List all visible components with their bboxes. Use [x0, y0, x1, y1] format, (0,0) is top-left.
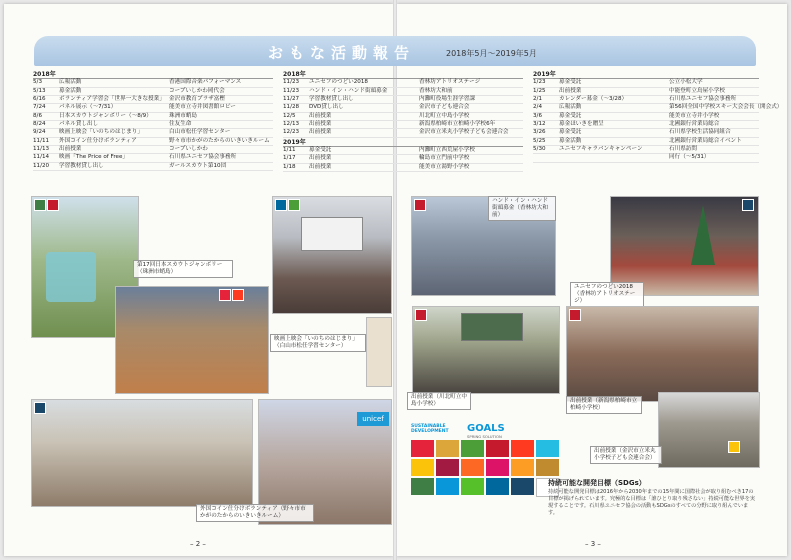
activity-date: [533, 154, 559, 161]
sdgs-box-text: 持続可能な開発目標は2016年から2030年までの15年間に国際社会が取り組むべき17の目標が掲げられています。究極的な目標は「誰ひとり取り残さない」持続可能な世界を実現することです。石川県ユニセフ協会の活動もSDGsのすべての分野に取り組んでいます。: [548, 489, 756, 516]
sdg-goal-4-icon: [486, 440, 509, 457]
activity-date: 11/20: [33, 162, 50, 169]
activity-date: 2/4: [533, 104, 543, 111]
caption-movie: 映画上映会「いのちのはじまり」（白山市松任学習センター）: [270, 334, 366, 352]
activity-place: 能美市立寺井小学校: [669, 112, 720, 119]
photo-tsudoi: [610, 196, 759, 296]
sdg-17-icon: [742, 199, 754, 211]
activity-place: コープいしかわ岡代会: [169, 87, 225, 94]
caption-jamboree: 第17回日本スカウトジャンボリー（珠洲市蛸島）: [133, 260, 233, 278]
activity-place: 能美市立寺井図書館ロビー: [169, 104, 236, 111]
activity-row: [283, 79, 523, 87]
sdgs-logo-goals: GOALS: [467, 423, 505, 434]
activity-row: [33, 104, 273, 112]
activity-date: 12/5: [283, 112, 296, 119]
activity-place: 金沢市子ども連合会: [419, 104, 470, 111]
activity-place: 香林坊アトリオステージ: [419, 79, 481, 86]
activity-event: 出前授業: [309, 155, 332, 162]
sdg-goal-17-icon: [511, 478, 534, 495]
activity-date: 8/6: [33, 112, 43, 119]
activity-place: 北國銀行営業局総合イベント: [669, 137, 742, 144]
activity-row: [33, 138, 273, 146]
activity-date: 1/11: [283, 147, 296, 154]
photo-lesson-nakajima: [412, 306, 560, 394]
activity-date: 1/18: [283, 163, 296, 170]
activity-place: ガールスカウト第10団: [169, 162, 227, 169]
activity-event: 外国コイン仕分けボランティア: [59, 137, 137, 144]
activity-event: 募金ほいきを贈呈: [559, 121, 604, 128]
caption-lesson1: 出前授業（川北町立中島小学校）: [407, 392, 471, 410]
activity-event: 出前授業: [309, 129, 332, 136]
activity-place: 野々市市かがのたからのいきいきルーム: [169, 137, 270, 144]
activity-place: コープいしかわ: [169, 146, 208, 153]
sdg-1-icon: [219, 289, 231, 301]
activity-date: 1/17: [283, 155, 296, 162]
sdg-goal-16-icon: [486, 478, 509, 495]
activity-row: [533, 113, 759, 121]
year-label: 2018年: [283, 71, 523, 79]
activity-event: [559, 154, 669, 161]
activity-place: 第56回全国中学校スキー大会会長（開会式）: [669, 104, 783, 111]
activity-event: 出前授業: [559, 87, 582, 94]
activity-event: ユニセフのつどい2018: [309, 79, 368, 86]
sdg-4-icon: [47, 199, 59, 211]
activity-date: 9/24: [33, 129, 46, 136]
activity-row: [533, 79, 759, 87]
activity-date: 11/14: [33, 154, 50, 161]
photo-movie-poster: [366, 317, 392, 387]
year-label: 2019年: [533, 71, 759, 79]
sdgs-logo-sub: SPRING SOLUTION: [467, 434, 502, 439]
activity-event: 募金受託: [309, 147, 332, 154]
sdg-goal-5-icon: [511, 440, 534, 457]
activity-event: パネル展示（〜7/31）: [59, 104, 117, 111]
sdg-goal-12-icon: [536, 459, 559, 476]
activity-row: [533, 104, 783, 112]
activity-row: [33, 154, 273, 162]
activity-row: [533, 154, 759, 162]
activity-row: [283, 113, 523, 121]
activity-place: 新潟県柏崎市立柏崎小学校6年: [419, 121, 496, 128]
activity-event: カレンダー募金（〜3/28）: [559, 96, 628, 103]
photo-movie-hall: [272, 196, 392, 314]
activity-column-1: [33, 70, 273, 171]
sdgs-box-title: 持続可能な開発目標（SDGs）: [548, 479, 646, 487]
activity-event: 広報活動: [559, 104, 582, 111]
sdgs-logo-line1: SUSTAINABLE: [411, 424, 446, 429]
activity-date: 1/25: [533, 87, 546, 94]
activity-date: 11/27: [283, 96, 300, 103]
activity-date: 12/13: [283, 121, 300, 128]
sdg-3-icon: [288, 199, 300, 211]
activity-place: 香港国際音楽パフォーマンス: [169, 79, 242, 86]
sdg-goal-2-icon: [436, 440, 459, 457]
activity-event: ハンド・イン・ハンド街頭募金: [309, 87, 388, 94]
sdg-goal-6-icon: [536, 440, 559, 457]
sdgs-logo: [411, 424, 531, 438]
activity-place: 石川県ユニセフ協会事務所: [669, 96, 737, 103]
activity-event: 学習教材貸し出し: [59, 162, 104, 169]
activity-date: 2/1: [533, 96, 543, 103]
activity-row: [33, 79, 273, 87]
activity-event: 出前授業: [309, 121, 332, 128]
sdg-5-icon: [232, 289, 244, 301]
activity-date: 8/24: [33, 121, 46, 128]
activity-place: 石川県学校生活協同組合: [669, 129, 731, 136]
activity-row: [283, 155, 523, 163]
activity-row: [533, 146, 759, 154]
activity-date: 11/11: [33, 137, 50, 144]
activity-date: 1/23: [533, 79, 546, 86]
sdg-goal-15-icon: [461, 478, 484, 495]
sdg-goal-7-icon: [411, 459, 434, 476]
sdg-13-icon: [34, 199, 46, 211]
sdg-goal-8-icon: [436, 459, 459, 476]
caption-coin: 外国コイン仕分けボランティア（野々市市かがのたからのいきいきルーム）: [196, 504, 314, 522]
activity-place: 香林坊大和前: [419, 87, 453, 94]
activity-place: 公立小松大学: [669, 79, 703, 86]
activity-row: [283, 129, 523, 137]
activity-date: 3/12: [533, 121, 546, 128]
activity-event: 映画「The Price of Free」: [59, 154, 129, 161]
sdg-17-icon: [34, 402, 46, 414]
sdg-4-icon: [415, 309, 427, 321]
activity-place: 内灘町役場生涯学習課: [419, 96, 475, 103]
sdg-goal-9-icon: [461, 459, 484, 476]
activity-column-2: [283, 70, 523, 172]
activity-place: 同行（〜5/31）: [669, 154, 710, 161]
activity-event: パネル貸し出し: [59, 121, 99, 128]
sdg-16-icon: [275, 199, 287, 211]
sdg-7-icon: [728, 441, 740, 453]
activity-event: 出前授業: [59, 146, 82, 153]
activity-event: DVD貸し出し: [309, 104, 344, 111]
caption-tsudoi: ユニセフのつどい2018（香林坊アトリオステージ）: [570, 282, 644, 307]
activity-place: 金沢市教育プラザ富樫: [169, 96, 225, 103]
activity-row: [283, 88, 523, 96]
sdg-goal-grid: [411, 440, 559, 497]
activity-event: 映画上映会「いのちのはじまり」: [59, 129, 143, 136]
caption-lesson3: 出前授業（金沢市立米丸小学校子ども会連合会）: [590, 446, 662, 464]
page-number-left: – 2 –: [190, 540, 206, 548]
activity-date: 5/25: [533, 137, 546, 144]
activity-row: [283, 164, 523, 172]
activity-place: 川北町立中島小学校: [419, 112, 470, 119]
photo-coin-group: [31, 399, 253, 507]
activity-date: 11/13: [33, 146, 50, 153]
sdg-goal-14-icon: [436, 478, 459, 495]
page-number-right: – 3 –: [585, 540, 601, 548]
activity-event: 学習教材貸し出し: [309, 96, 354, 103]
sdgs-logo-line2: DEVELOPMENT: [411, 429, 449, 434]
activity-event: 広報活動: [59, 79, 82, 86]
activity-place: 白山市松任学習センター: [169, 129, 231, 136]
photo-lesson-yonemaru: [658, 392, 760, 468]
activity-date: 5/13: [33, 87, 46, 94]
activity-date: 11/23: [283, 87, 300, 94]
sdg-goal-3-icon: [461, 440, 484, 457]
page-title: おもな活動報告: [268, 44, 416, 62]
sdg-4-icon: [414, 199, 426, 211]
activity-event: 募金活動: [559, 137, 582, 144]
activity-event: 出前授業: [309, 163, 332, 170]
activity-date: 11/23: [283, 79, 300, 86]
sdg-goal-11-icon: [511, 459, 534, 476]
activity-row: [533, 138, 759, 146]
activity-row: [533, 88, 759, 96]
sdg-goal-1-icon: [411, 440, 434, 457]
activity-date: 11/28: [283, 104, 300, 111]
activity-place: 石川県訪問: [669, 146, 697, 153]
activity-event: 日本スカウトジャンボリー（〜8/9）: [59, 112, 152, 119]
activity-row: [283, 104, 523, 112]
activity-event: 募金活動: [59, 87, 82, 94]
activity-date: 3/6: [533, 112, 543, 119]
activity-place: 内灘町立西荒屋小学校: [419, 147, 475, 154]
activity-row: [33, 88, 273, 96]
activity-row: [533, 129, 759, 137]
caption-hand: ハンド・イン・ハンド街頭募金（香林坊大和前）: [488, 196, 556, 221]
activity-place: 石川県ユニセフ協会事務所: [169, 154, 237, 161]
year-label: 2018年: [33, 71, 273, 79]
activity-date: 5/3: [33, 79, 43, 86]
sdg-4-icon: [569, 309, 581, 321]
activity-place: 珠洲市蛸島: [169, 112, 197, 119]
year-label: 2019年: [283, 139, 523, 147]
activity-date: 12/23: [283, 129, 300, 136]
activity-date: 5/30: [533, 146, 546, 153]
activity-event: 出前授業: [309, 112, 332, 119]
activity-event: 募金受託: [559, 129, 582, 136]
sdg-goal-13-icon: [411, 478, 434, 495]
activity-date: 7/24: [33, 104, 46, 111]
page-period: 2018年5月〜2019年5月: [446, 49, 537, 58]
activity-place: 北國銀行営業局総合: [669, 121, 720, 128]
activity-column-3: [533, 70, 783, 163]
photo-lesson-kashiwazaki: [566, 306, 759, 402]
activity-row: [33, 129, 273, 137]
activity-event: 募金受託: [559, 112, 582, 119]
activity-date: 6/16: [33, 96, 46, 103]
activity-row: [33, 163, 273, 171]
activity-place: 輪島市立門前中学校: [419, 155, 470, 162]
photo-jamboree-crowd: [115, 286, 269, 394]
activity-place: 能美市立湯野小学校: [419, 163, 470, 170]
activity-event: ボランティア学習会「世界一大きな授業」: [59, 96, 165, 103]
caption-lesson2: 出前授業（新潟県柏崎市立柏崎小学校）: [566, 396, 642, 414]
activity-event: 募金受託: [559, 79, 582, 86]
activity-place: 金沢市立米丸小学校子ども会連合会: [419, 129, 509, 136]
activity-place: 住友生命: [169, 121, 192, 128]
sdg-goal-10-icon: [486, 459, 509, 476]
activity-event: ユニセフキャラバンキャンペーン: [559, 146, 643, 153]
activity-date: 3/26: [533, 129, 546, 136]
activity-row: [33, 113, 273, 121]
unicef-logo: unicef: [357, 412, 389, 426]
activity-place: 中能登町立鳥屋小学校: [669, 87, 725, 94]
